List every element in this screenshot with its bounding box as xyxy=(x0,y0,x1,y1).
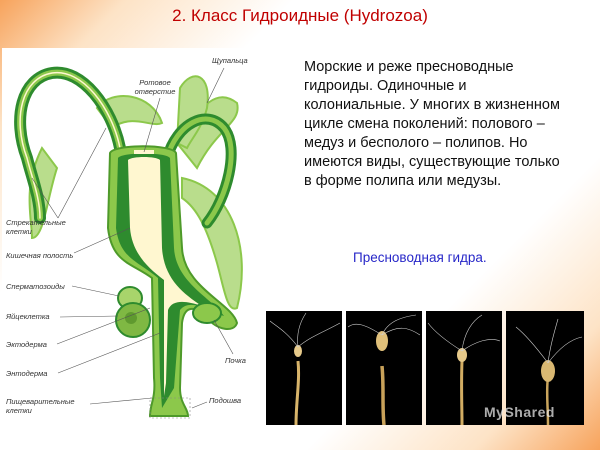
hydra-photo xyxy=(346,311,422,425)
watermark: MyShared xyxy=(484,404,555,420)
hydra-diagram xyxy=(2,48,255,430)
label-egg: Яйцеклетка xyxy=(6,312,50,321)
label-digestive-cells: Пищеварительные клетки xyxy=(6,397,75,415)
slide-title: 2. Класс Гидроидные (Hydrozoa) xyxy=(172,6,428,25)
label-mouth: Ротовое отверстие xyxy=(134,78,176,96)
label-sperm: Сперматозоиды xyxy=(6,282,65,291)
label-endoderm: Энтодерма xyxy=(6,369,48,378)
label-tentacles: Щупальца xyxy=(212,56,248,65)
description-text: Морские и реже пресноводные гидроиды. Одиночные и колониальные. У многих в жизненном цикле смена поколений: полового – медуз и бесполого – полипов. Но имеются виды, существующие только в форме полипа или медузы. xyxy=(304,59,560,189)
label-gut-cavity: Кишечная полость xyxy=(6,251,74,260)
label-ectoderm: Эктодерма xyxy=(6,340,47,349)
label-stinging-cells: Стрекательные клетки xyxy=(6,218,66,236)
label-sole: Подошва xyxy=(209,396,242,405)
hydra-photo xyxy=(266,311,342,425)
label-bud: Почка xyxy=(225,356,246,365)
photo-caption: Пресноводная гидра. xyxy=(353,250,487,265)
